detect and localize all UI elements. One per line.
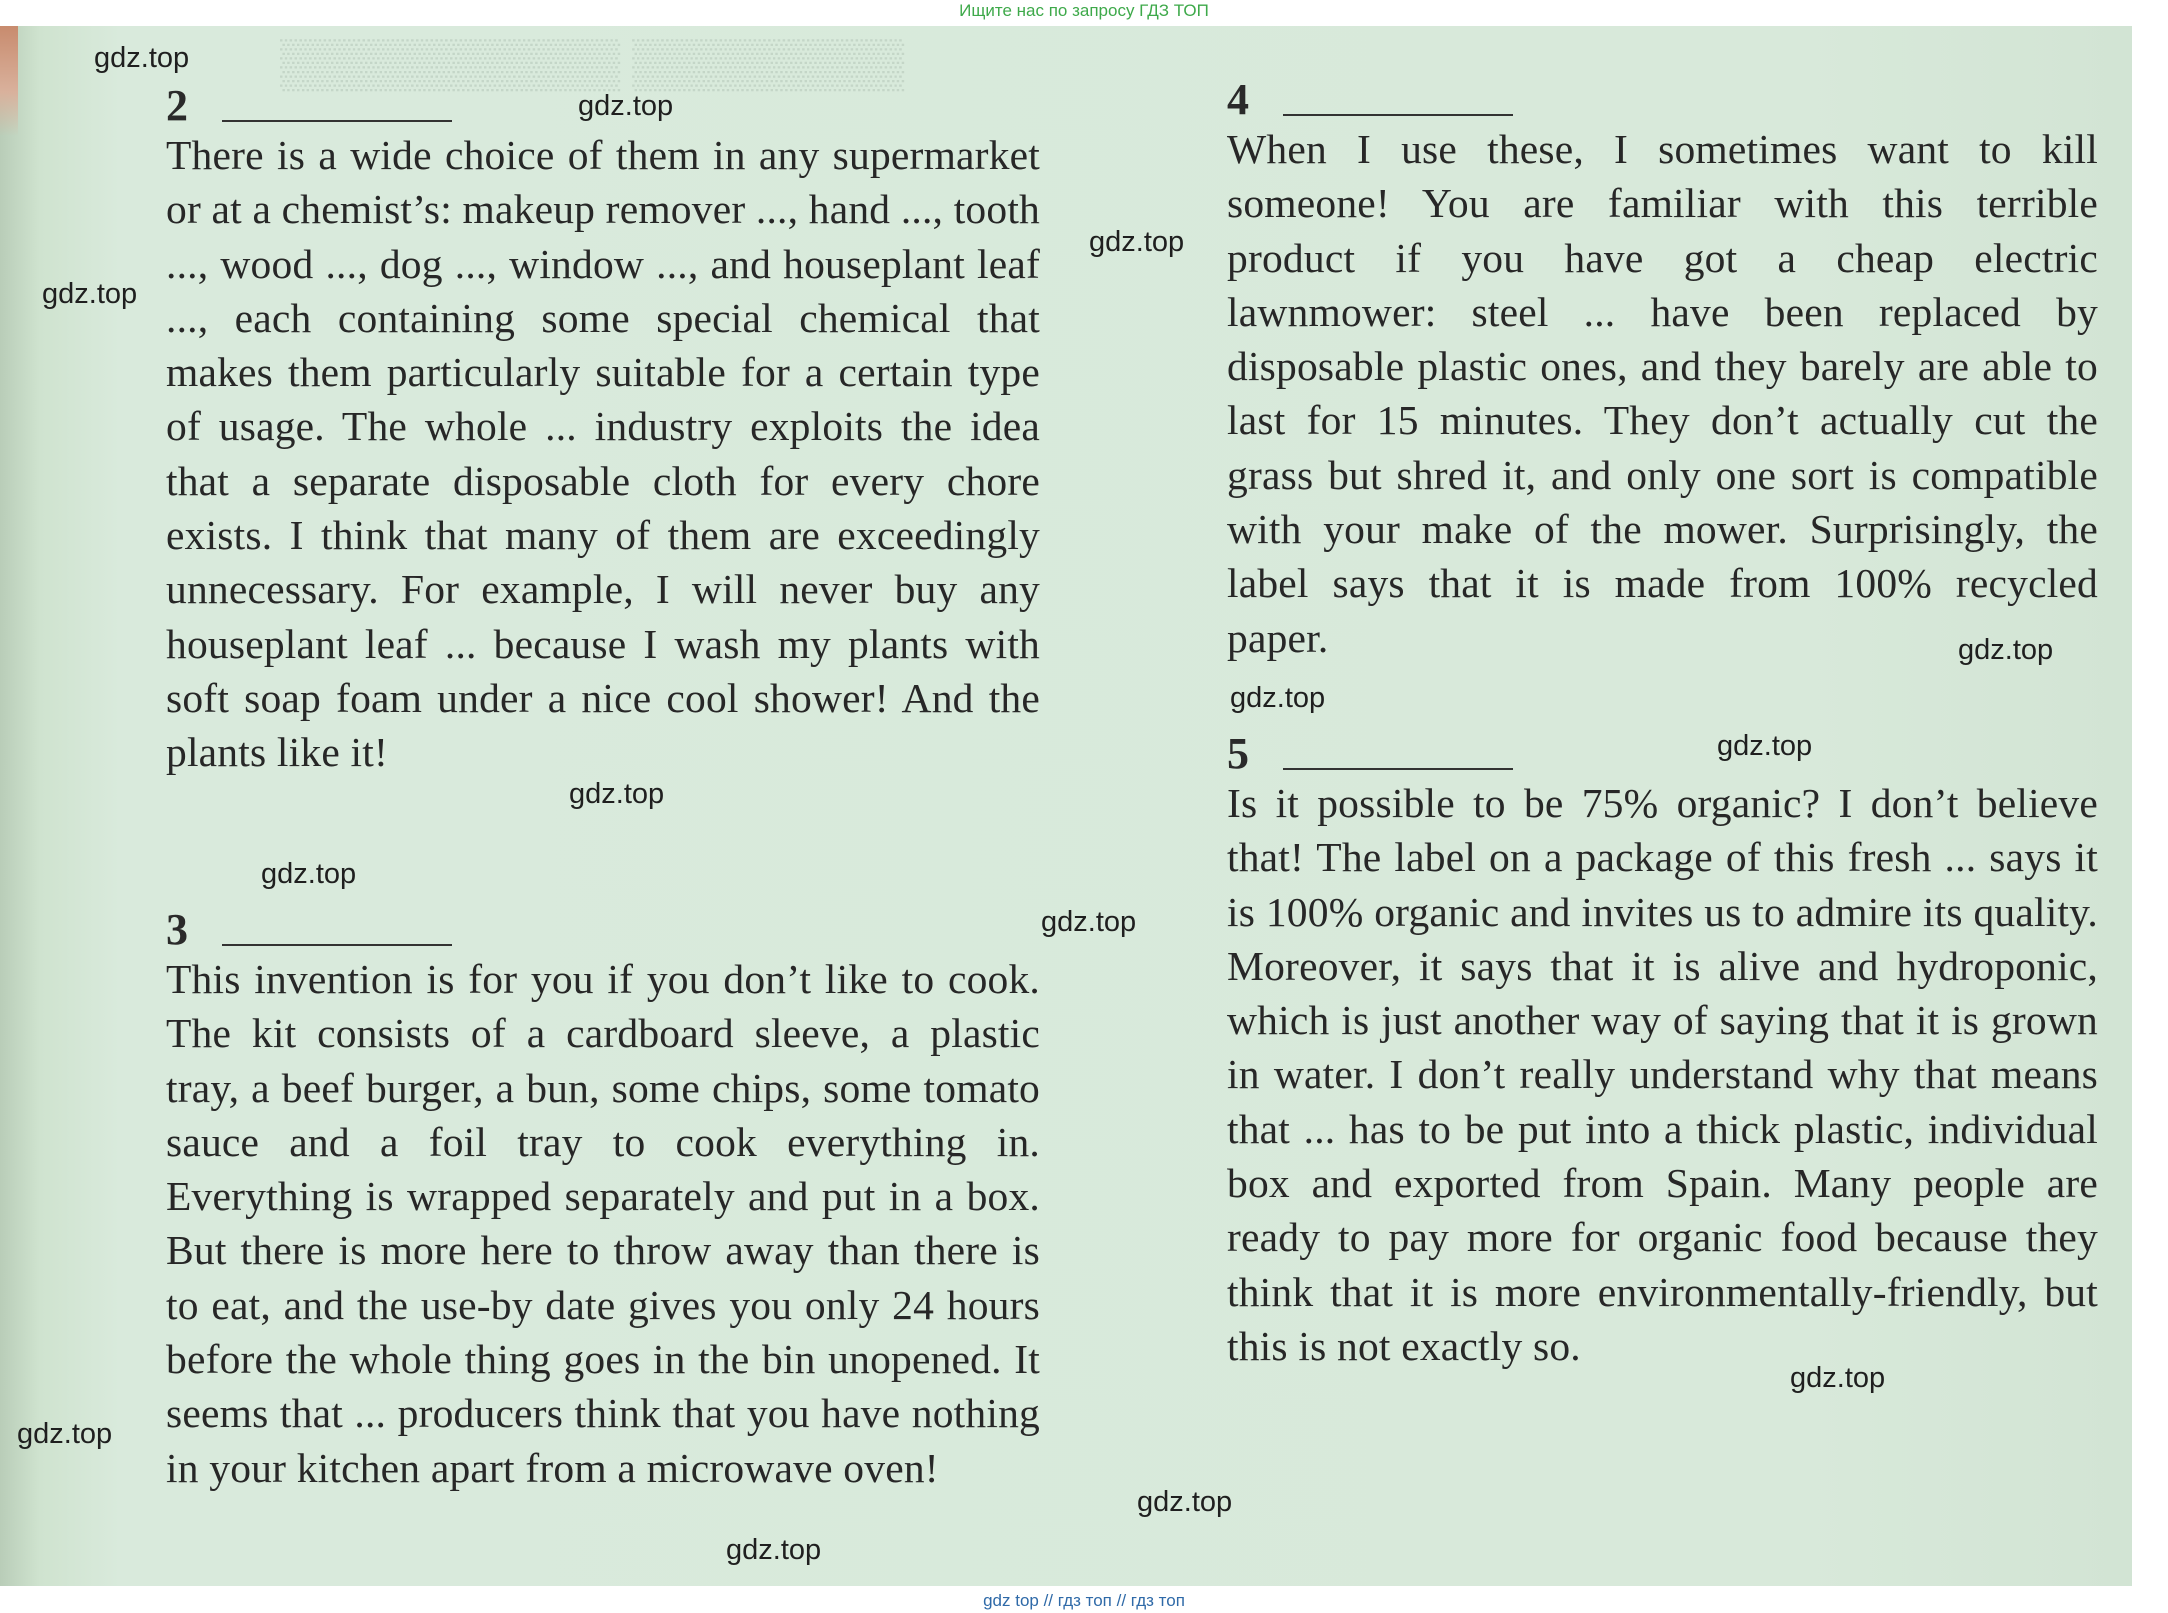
watermark: gdz.top: [569, 778, 665, 810]
section-4-answer-blank[interactable]: [1283, 114, 1513, 116]
section-4-number: 4: [1227, 75, 1249, 124]
watermark: gdz.top: [1041, 906, 1137, 938]
watermark: gdz.top: [42, 278, 138, 310]
watermark: gdz.top: [1790, 1362, 1886, 1394]
section-3-number: 3: [166, 905, 188, 954]
watermark: gdz.top: [578, 90, 674, 122]
section-4-heading: [1227, 66, 2098, 122]
top-banner[interactable]: Ищите нас по запросу ГДЗ ТОП: [959, 1, 1209, 20]
section-2-number: 2: [166, 81, 188, 130]
section-2-text: There is a wide choice of them in any supermarket or at a chemist’s: makeup remover ..., hand ..., tooth ..., wood ..., dog ..., window ..., and houseplant leaf ..., each containing some special chemical that makes them particularly suitable for a certain type of usage. The whole ... industry exploits the idea that a separate disposable cloth for every chore exists. I think that many of them are exceedingly unnecessary. For example, I will never buy any houseplant leaf ... because I wash my plants with soft soap foam under a nice cool shower! And the plants like it!: [166, 132, 1041, 776]
watermark: gdz.top: [1958, 634, 2054, 666]
section-5-answer-blank[interactable]: [1283, 768, 1513, 770]
watermark: gdz.top: [1137, 1486, 1233, 1518]
watermark: gdz.top: [1230, 682, 1326, 714]
watermark: gdz.top: [726, 1534, 822, 1566]
section-2-answer-blank[interactable]: [222, 120, 452, 122]
watermark: gdz.top: [17, 1418, 113, 1450]
watermark: gdz.top: [261, 858, 357, 890]
section-3-answer-blank[interactable]: [222, 944, 452, 946]
section-3: [166, 896, 1040, 1495]
section-5: [1227, 720, 2098, 1373]
watermark: gdz.top: [1717, 730, 1813, 762]
section-5-heading: [1227, 720, 2098, 776]
bleed-through-decoration: ▒▒▒▒▒▒▒▒ ▒▒▒▒▒▒▒▒▒▒: [280, 37, 905, 90]
watermark: gdz.top: [1089, 226, 1185, 258]
watermark: gdz.top: [94, 42, 190, 74]
section-5-number: 5: [1227, 729, 1249, 778]
section-3-heading: [166, 896, 1040, 952]
section-4-text: When I use these, I sometimes want to kill someone! You are familiar with this terrible product if you have got a cheap electric lawnmower: steel ... have been replaced by disposable plastic ones, and they barely are able to last for 15 minutes. They don’t actually cut the grass but shred it, and only one sort is compatible with your make of the mower. Surprisingly, the label says that it is made from 100% recycled paper.: [1227, 126, 2098, 661]
section-4: [1227, 66, 2098, 665]
section-5-text: Is it possible to be 75% organic? I don’t believe that! The label on a package of this fresh ... says it is 100% organic and invites us to admire its quality. Moreover, it says that it is alive and hydroponic, which is just another way of saying that it is grown in water. I don’t really understand why that means that ... has to be put into a thick plastic, individual box and exported from Spain. Many people are ready to pay more for organic food because they think that it is more environmentally-friendly, but this is not exactly so.: [1227, 780, 2098, 1369]
textbook-page: [0, 26, 2132, 1586]
bottom-banner[interactable]: gdz top // гдз топ // гдз топ: [983, 1591, 1185, 1610]
section-2: [166, 72, 1040, 780]
section-3-text: This invention is for you if you don’t like to cook. The kit consists of a cardboard sleeve, a plastic tray, a beef burger, a bun, some chips, some tomato sauce and a foil tray to cook everything in. Everything is wrapped separately and put in a box. But there is more here to throw away than there is to eat, and the use-by date gives you only 24 hours before the whole thing goes in the bin unopened. It seems that ... producers think that you have nothing in your kitchen apart from a microwave oven!: [166, 956, 1040, 1491]
